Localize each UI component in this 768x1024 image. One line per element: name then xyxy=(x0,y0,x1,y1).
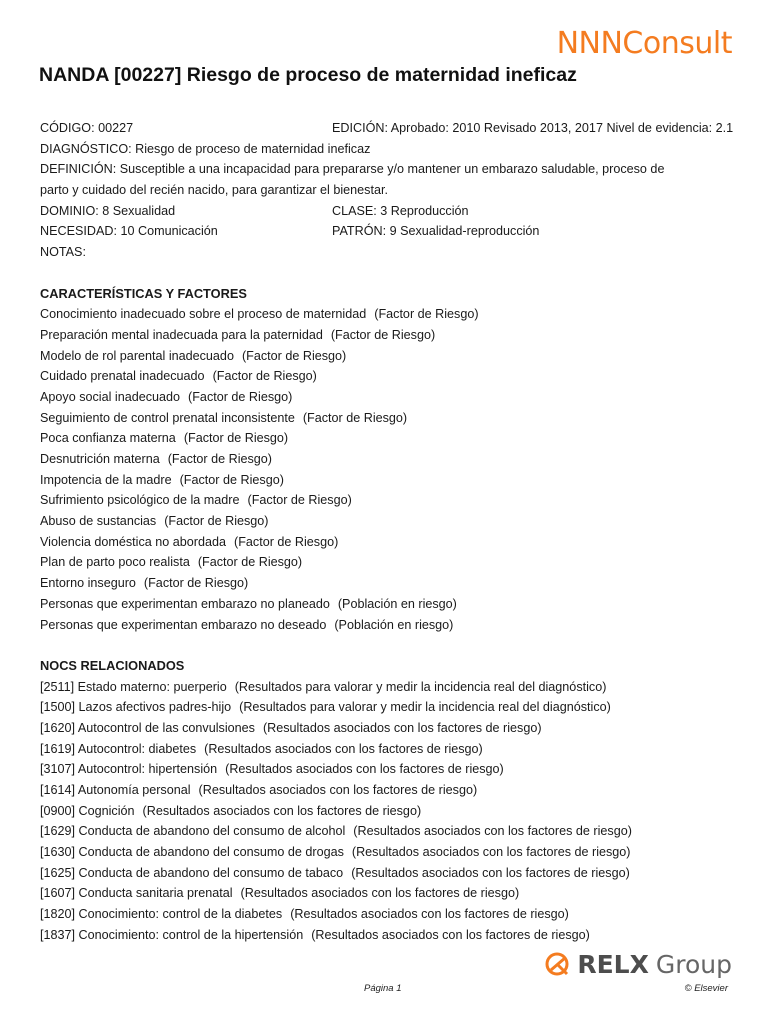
noc-item xyxy=(40,821,740,842)
noc-item xyxy=(40,801,740,822)
noc-item-tag: (Resultados asociados con los factores de riesgo) xyxy=(311,927,590,942)
noc-item-text: [0900] Cognición xyxy=(40,803,135,818)
factor-item xyxy=(40,532,740,553)
factor-item-tag: (Factor de Riesgo) xyxy=(234,534,339,549)
noc-item-text: [1820] Conocimiento: control de la diabetes xyxy=(40,907,283,922)
noc-item xyxy=(40,677,740,698)
factor-item-tag: (Factor de Riesgo) xyxy=(197,555,303,570)
factor-item-text: Violencia doméstica no abordada xyxy=(40,534,227,549)
noc-item-tag: (Resultados asociados con los factores de riesgo) xyxy=(290,907,569,922)
factor-item xyxy=(40,366,740,387)
factor-item-tag: (Factor de Riesgo) xyxy=(241,348,347,363)
relx-group-logo xyxy=(543,948,732,980)
dominio-field: DOMINIO: 8 Sexualidad xyxy=(40,203,176,218)
factor-item-text: Apoyo social inadecuado xyxy=(40,389,181,404)
noc-item xyxy=(40,904,740,925)
noc-item xyxy=(40,863,740,884)
factor-item-tag: (Factor de Riesgo) xyxy=(374,307,479,322)
noc-item-text: [1620] Autocontrol de las convulsiones xyxy=(40,720,255,735)
noc-item-text: [2511] Estado materno: puerperio xyxy=(40,679,227,694)
factor-item-tag: (Factor de Riesgo) xyxy=(247,493,352,508)
noc-item-text: [1629] Conducta de abandono del consumo de alcohol xyxy=(40,824,346,839)
noc-item-tag: (Resultados asociados con los factores de riesgo) xyxy=(353,824,632,839)
noc-item-tag: (Resultados asociados con los factores de riesgo) xyxy=(351,865,630,880)
factor-item-tag: (Factor de Riesgo) xyxy=(179,472,284,487)
patron-field: PATRÓN: 9 Sexualidad-reproducción xyxy=(332,224,540,239)
info-row-codigo xyxy=(40,118,740,139)
caracteristicas-list xyxy=(40,304,740,635)
factor-item-text: Plan de parto poco realista xyxy=(40,555,190,570)
caracteristicas-heading: CARACTERÍSTICAS Y FACTORES xyxy=(40,285,247,301)
factor-item xyxy=(40,387,740,408)
factor-item-text: Modelo de rol parental inadecuado xyxy=(40,348,234,363)
factor-item-text: Personas que experimentan embarazo no planeado xyxy=(40,596,330,611)
codigo-field: CÓDIGO: 00227 xyxy=(40,121,134,135)
noc-item-tag: (Resultados asociados con los factores de riesgo) xyxy=(204,741,483,756)
edicion-field: EDICIÓN: Aprobado: 2010 Revisado 2013, 2017 Nivel de evidencia: 2.1 xyxy=(332,121,734,135)
factor-item-tag: (Factor de Riesgo) xyxy=(164,514,269,529)
clase-field: CLASE: 3 Reproducción xyxy=(332,203,469,218)
factor-item-text: Desnutrición materna xyxy=(40,452,160,466)
factor-item-text: Impotencia de la madre xyxy=(40,472,172,487)
diagnostico-field: DIAGNÓSTICO: Riesgo de proceso de maternidad ineficaz xyxy=(40,141,371,156)
relx-wordmark: RELX xyxy=(577,949,649,979)
noc-item-tag: (Resultados para valorar y medir la incidencia real del diagnóstico) xyxy=(234,679,607,694)
factor-item-text: Personas que experimentan embarazo no deseado xyxy=(40,617,327,632)
noc-item xyxy=(40,697,740,718)
factor-item-tag: (Factor de Riesgo) xyxy=(212,369,317,384)
relx-mark-icon xyxy=(543,950,571,978)
notas-field: NOTAS: xyxy=(40,245,86,260)
factor-item xyxy=(40,594,740,615)
factor-item-tag: (Población en riesgo) xyxy=(337,596,457,611)
noc-item-tag: (Resultados asociados con los factores de riesgo) xyxy=(198,783,478,797)
factor-item-text: Seguimiento de control prenatal inconsistente xyxy=(40,410,295,425)
noc-item-tag: (Resultados asociados con los factores de riesgo) xyxy=(240,886,520,901)
noc-item-text: [1614] Autonomía personal xyxy=(40,783,191,797)
info-row-necesidad xyxy=(40,221,740,242)
noc-item-text: [1607] Conducta sanitaria prenatal xyxy=(40,886,233,901)
noc-item xyxy=(40,718,740,739)
noc-item-tag: (Resultados para valorar y medir la incidencia real del diagnóstico) xyxy=(239,700,611,715)
document-body xyxy=(40,118,740,946)
noc-item xyxy=(40,883,740,904)
factor-item xyxy=(40,490,740,511)
noc-item xyxy=(40,780,740,801)
factor-item-text: Sufrimiento psicológico de la madre xyxy=(40,493,240,508)
page-title: NANDA [00227] Riesgo de proceso de maternidad ineficaz xyxy=(39,64,577,86)
factor-item xyxy=(40,346,740,367)
noc-item-text: [1619] Autocontrol: diabetes xyxy=(40,741,197,756)
factor-item-tag: (Factor de Riesgo) xyxy=(302,410,408,425)
factor-item xyxy=(40,511,740,532)
noc-item-text: [3107] Autocontrol: hipertensión xyxy=(40,762,218,777)
info-row-dominio xyxy=(40,201,740,222)
factor-item xyxy=(40,428,740,449)
factor-item xyxy=(40,325,740,346)
factor-item-tag: (Factor de Riesgo) xyxy=(143,576,249,591)
factor-item-tag: (Factor de Riesgo) xyxy=(183,431,289,446)
noc-item xyxy=(40,842,740,863)
factor-item-text: Entorno inseguro xyxy=(40,576,136,591)
noc-item-text: [1500] Lazos afectivos padres-hijo xyxy=(40,700,232,715)
factor-item xyxy=(40,573,740,594)
factor-item-tag: (Factor de Riesgo) xyxy=(330,327,436,342)
factor-item xyxy=(40,470,740,491)
factor-item-tag: (Factor de Riesgo) xyxy=(188,389,293,404)
nocs-heading: NOCS RELACIONADOS xyxy=(40,657,185,673)
noc-item-tag: (Resultados asociados con los factores de riesgo) xyxy=(225,762,504,777)
noc-item-text: [1837] Conocimiento: control de la hipertensión xyxy=(40,927,304,942)
factor-item xyxy=(40,615,740,636)
factor-item xyxy=(40,449,740,470)
factor-item xyxy=(40,552,740,573)
noc-item-tag: (Resultados asociados con los factores de riesgo) xyxy=(351,845,631,860)
definicion-line-2: parto y cuidado del recién nacido, para garantizar el bienestar. xyxy=(40,183,388,198)
nocs-list xyxy=(40,677,740,946)
factor-item-text: Preparación mental inadecuada para la paternidad xyxy=(40,327,323,342)
copyright: © Elsevier xyxy=(684,983,728,994)
factor-item-tag: (Factor de Riesgo) xyxy=(167,452,272,466)
noc-item-text: [1630] Conducta de abandono del consumo de drogas xyxy=(40,845,344,860)
necesidad-field: NECESIDAD: 10 Comunicación xyxy=(40,224,218,239)
noc-item xyxy=(40,925,740,946)
page-number: Página 1 xyxy=(364,983,402,994)
noc-item xyxy=(40,759,740,780)
definicion-line-1: DEFINICIÓN: Susceptible a una incapacidad para prepararse y/o mantener un embarazo saludable, proceso de xyxy=(40,162,665,177)
factor-item-tag: (Población en riesgo) xyxy=(334,617,454,632)
factor-item xyxy=(40,408,740,429)
noc-item-tag: (Resultados asociados con los factores de riesgo) xyxy=(262,720,542,735)
factor-item-text: Conocimiento inadecuado sobre el proceso de maternidad xyxy=(40,307,367,322)
brand-logo: NNNConsult xyxy=(556,26,732,61)
factor-item-text: Cuidado prenatal inadecuado xyxy=(40,369,205,384)
factor-item-text: Abuso de sustancias xyxy=(40,514,157,529)
factor-item xyxy=(40,304,740,325)
noc-item-tag: (Resultados asociados con los factores de riesgo) xyxy=(142,803,422,818)
noc-item-text: [1625] Conducta de abandono del consumo de tabaco xyxy=(40,865,344,880)
group-wordmark: Group xyxy=(655,949,732,979)
factor-item-text: Poca confianza materna xyxy=(40,431,176,446)
noc-item xyxy=(40,739,740,760)
